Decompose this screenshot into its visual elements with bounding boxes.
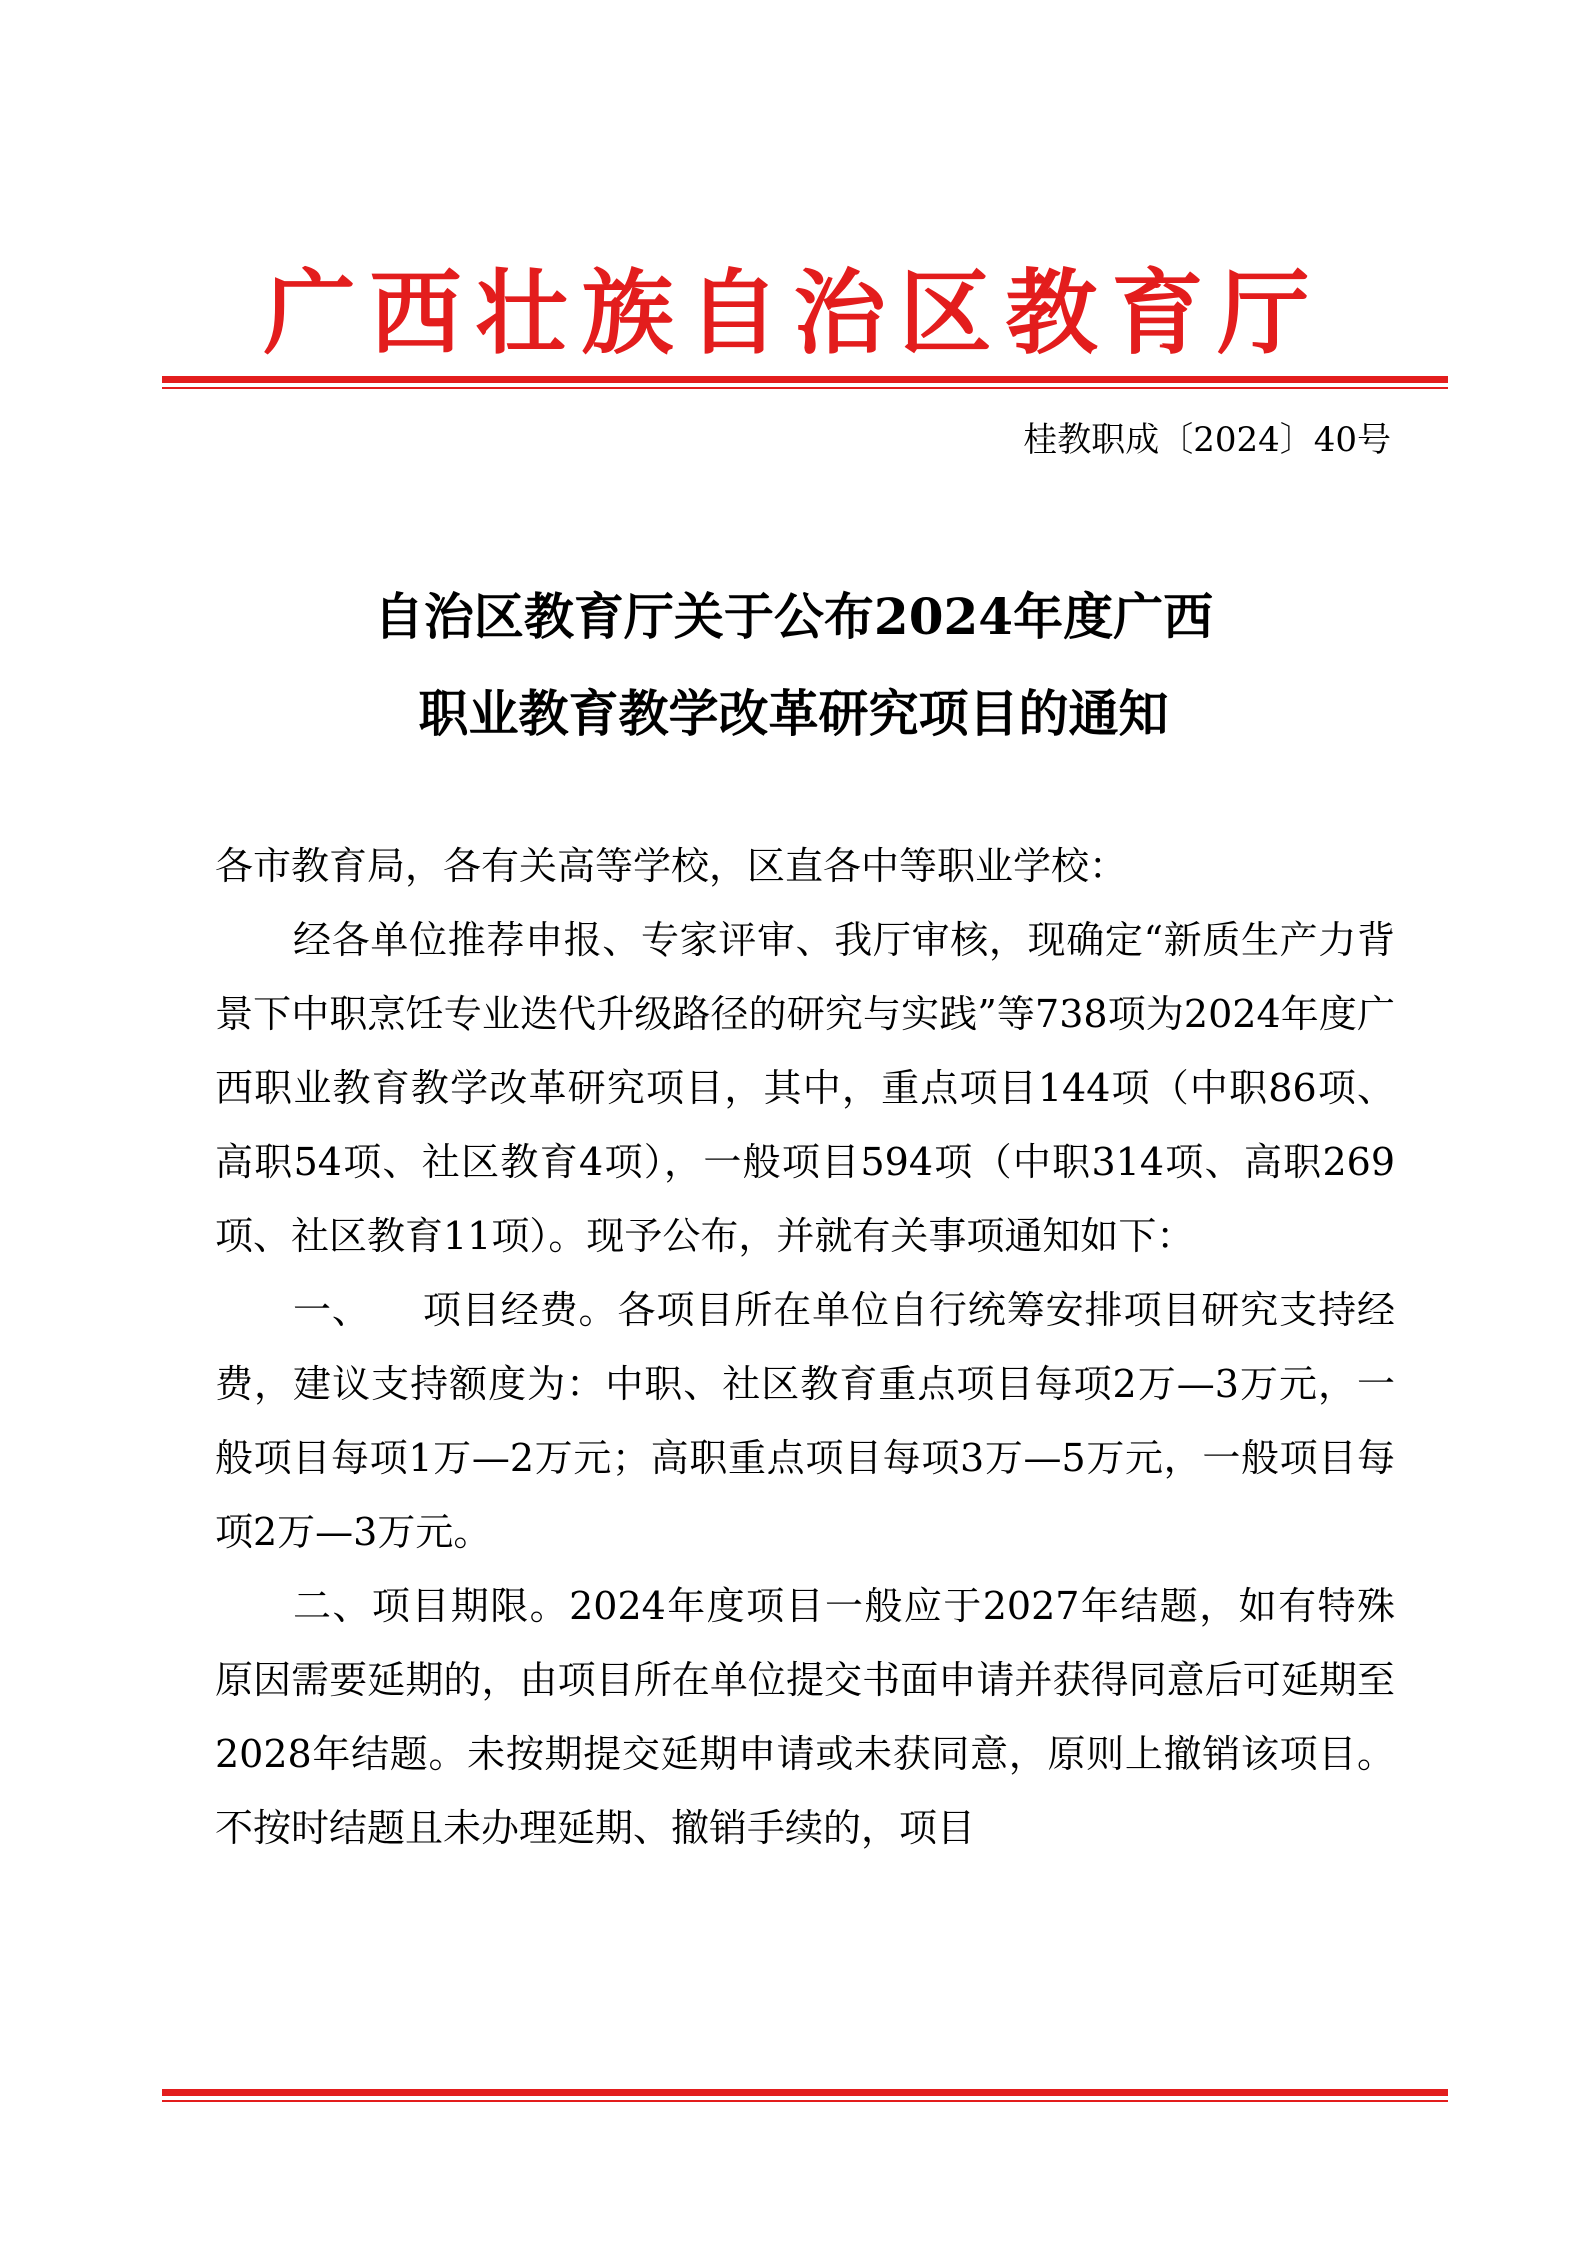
section-1-paragraph (215, 1273, 1395, 1569)
footer-red-rule-thick (162, 2089, 1448, 2096)
document-body (215, 829, 1395, 1865)
document-number: 桂教职成〔2024〕40号 (1023, 420, 1391, 460)
footer-red-rule-thin (162, 2100, 1448, 2102)
intro-paragraph: 经各单位推荐申报、专家评审、我厅审核，现确定“新质生产力背景下中职烹饪专业迭代升级路径的研究与实践”等738项为2024年度广西职业教育教学改革研究项目，其中，重点项目144项（中职86项、高职54项、社区教育4项），一般项目594项（中职314项、高职269项、社区教育11项）。现予公布，并就有关事项通知如下： (215, 918, 1395, 1258)
document-title-line-2: 职业教育教学改革研究项目的通知 (418, 684, 1169, 743)
section-1-text: 项目经费。各项目所在单位自行统筹安排项目研究支持经费，建议支持额度为：中职、社区教育重点项目每项2万—3万元，一般项目每项1万—2万元；高职重点项目每项3万—5万元，一般项目每项2万—3万元。 (215, 1288, 1395, 1554)
section-2-paragraph: 二、项目期限。2024年度项目一般应于2027年结题，如有特殊原因需要延期的，由项目所在单位提交书面申请并获得同意后可延期至2028年结题。未按期提交延期申请或未获同意，原则上撤销该项目。不按时结题且未办理延期、撤销手续的，项目 (215, 1584, 1395, 1850)
header-red-rule-thick (162, 376, 1448, 383)
issuer-header: 广西壮族自治区教育厅 (263, 259, 1324, 367)
document-title-line-1: 自治区教育厅关于公布2024年度广西 (373, 587, 1214, 646)
document-title (0, 568, 1587, 762)
section-1-number: 一、 (293, 1288, 423, 1332)
salutation: 各市教育局，各有关高等学校，区直各中等职业学校： (215, 844, 1128, 888)
header-red-rule-thin (162, 387, 1448, 389)
